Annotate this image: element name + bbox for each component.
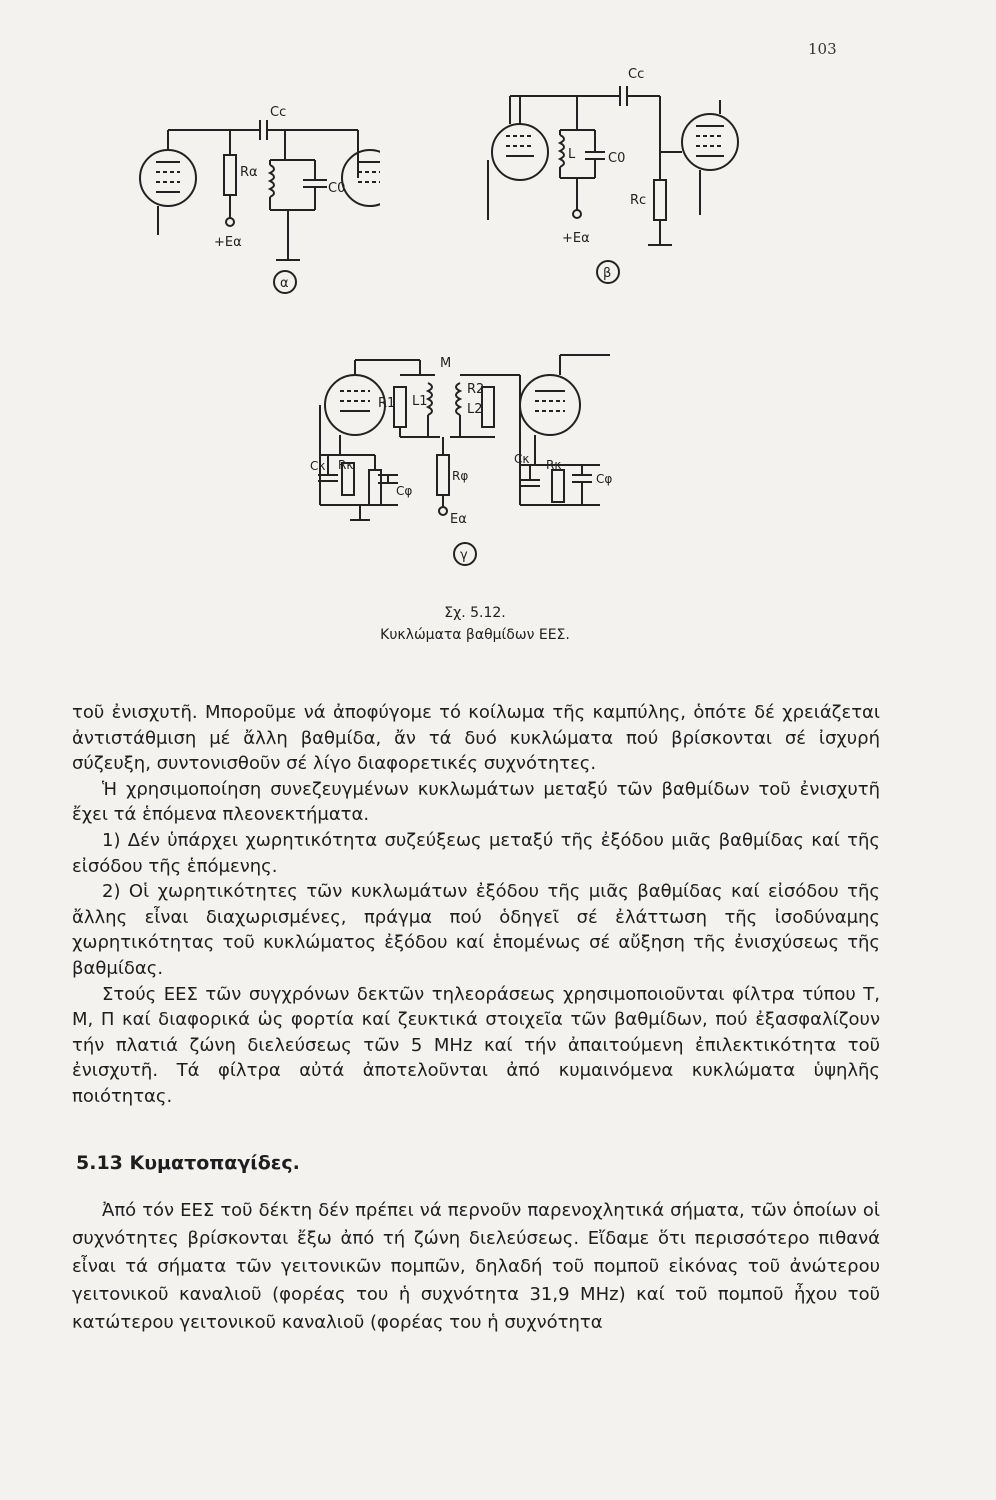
circuit-diagram-c	[300, 345, 660, 575]
figure-label: Σχ. 5.12.	[444, 605, 506, 621]
label-l1: L1	[412, 394, 428, 409]
label-cphi-left: Cφ	[396, 484, 413, 498]
label-cc-b: Cc	[628, 67, 645, 82]
marker-a: α	[280, 276, 289, 291]
label-ck-right: Cκ	[514, 452, 530, 466]
label-rk-left: Rκ	[338, 458, 354, 472]
paragraph: Ἀπό τόν ΕΕΣ τοῦ δέκτη δέν πρέπει νά περνοῦν παρενοχλητικά σήματα, τῶν ὁποίων οἱ συχνότητες βρίσκονται ἔξω ἀπό τή ζώνη διελεύσεως. Εἴδαμε ὅτι περισσότερο πιθανά εἶναι τά σήματα τῶν γειτονικῶν πομπῶν, δηλαδή τοῦ πομποῦ εἰκόνας τοῦ ἀνώτερου γειτονικοῦ καναλιοῦ (φορέας του ἡ συχνότητα 31,9 MHz) καί τοῦ πομποῦ ἦχου τοῦ κατώτερου γειτονικοῦ καναλιοῦ (φορέας του ἡ συχνότητα	[72, 1200, 880, 1333]
label-ra: Rα	[240, 165, 258, 180]
label-l-b: L	[568, 147, 576, 162]
list-item: 1) Δέν ὑπάρχει χωρητικότητα συζεύξεως μεταξύ τῆς ἐξόδου μιᾶς βαθμίδας καί τῆς εἰσόδου τῆς ἑπόμενης.	[72, 829, 880, 877]
label-l2: L2	[467, 402, 483, 417]
paragraph: τοῦ ἐνισχυτῆ. Μποροῦμε νά ἀποφύγομε τό κοίλωμα τῆς καμπύλης, ὁπότε δέ χρειάζεται ἀντιστάθμιση μέ ἄλλη βαθμίδα, ἄν τά δυό κυκλώματα πού βρίσκονται σέ ἰσχυρή σύζευξη, συντονισθοῦν σέ λίγο διαφορετικές συχνότητες.	[72, 702, 880, 775]
section-heading: 5.13 Κυματοπαγίδες.	[76, 1152, 300, 1174]
label-r2: R2	[467, 382, 485, 397]
label-ea-a: +Eα	[214, 235, 242, 250]
label-rc: Rc	[630, 193, 647, 208]
label-ea-c: Eα	[450, 512, 467, 527]
section-text	[72, 1197, 880, 1337]
label-rphi: Rφ	[452, 469, 469, 483]
label-c0-b: C0	[608, 151, 626, 166]
label-rk-right: Rκ	[546, 458, 562, 472]
label-ck-left: Cκ	[310, 459, 326, 473]
label-cc-a: Cc	[270, 105, 287, 120]
body-text	[72, 700, 880, 1110]
marker-c: γ	[460, 548, 468, 563]
paragraph: Ἡ χρησιμοποίηση συνεζευγμένων κυκλωμάτων μεταξύ τῶν βαθμίδων τοῦ ἐνισχυτῆ ἔχει τά ἑπόμενα πλεονεκτήματα.	[72, 778, 880, 826]
page-number: 103	[808, 40, 837, 58]
label-c0-a: C0	[328, 181, 346, 196]
circuit-diagram-a	[130, 100, 380, 300]
label-cphi-right: Cφ	[596, 472, 613, 486]
label-m: M	[440, 356, 452, 371]
list-item: 2) Οἱ χωρητικότητες τῶν κυκλωμάτων ἐξόδου τῆς μιᾶς βαθμίδας καί εἰσόδου τῆς ἄλλης εἶναι διαχωρισμένες, πράγμα πού ὁδηγεῖ σέ ἐλάττωση τῆς ἰσοδύναμης χωρητικότητας τοῦ κυκλώματος ἐξόδου καί ἑπομένως σέ αὔξηση τῆς ἐνισχύσεως τῆς βαθμίδας.	[72, 881, 880, 979]
label-ea-b: +Eα	[562, 231, 590, 246]
marker-b: β	[603, 266, 612, 281]
figure-caption: Κυκλώματα βαθμίδων ΕΕΣ.	[380, 627, 570, 643]
paragraph: Στούς ΕΕΣ τῶν συγχρόνων δεκτῶν τηλεοράσεως χρησιμοποιοῦνται φίλτρα τύπου Τ, Μ, Π καί διαφορικά ὡς φορτία καί ζευκτικά στοιχεῖα τῶν βαθμίδων, πού ἐξασφαλίζουν τήν πλατιά ζώνη διελεύσεως τῶν 5 MHz καί τήν ἀπαιτούμενη ἐπιλεκτικότητα τοῦ ἐνισχυτῆ. Τά φίλτρα αὐτά ἀποτελοῦνται ἀπό κυμαινόμενα κυκλώματα ὑψηλῆς ποιότητας.	[72, 983, 880, 1107]
label-r1: R1	[378, 396, 396, 411]
circuit-diagram-b	[470, 60, 760, 290]
